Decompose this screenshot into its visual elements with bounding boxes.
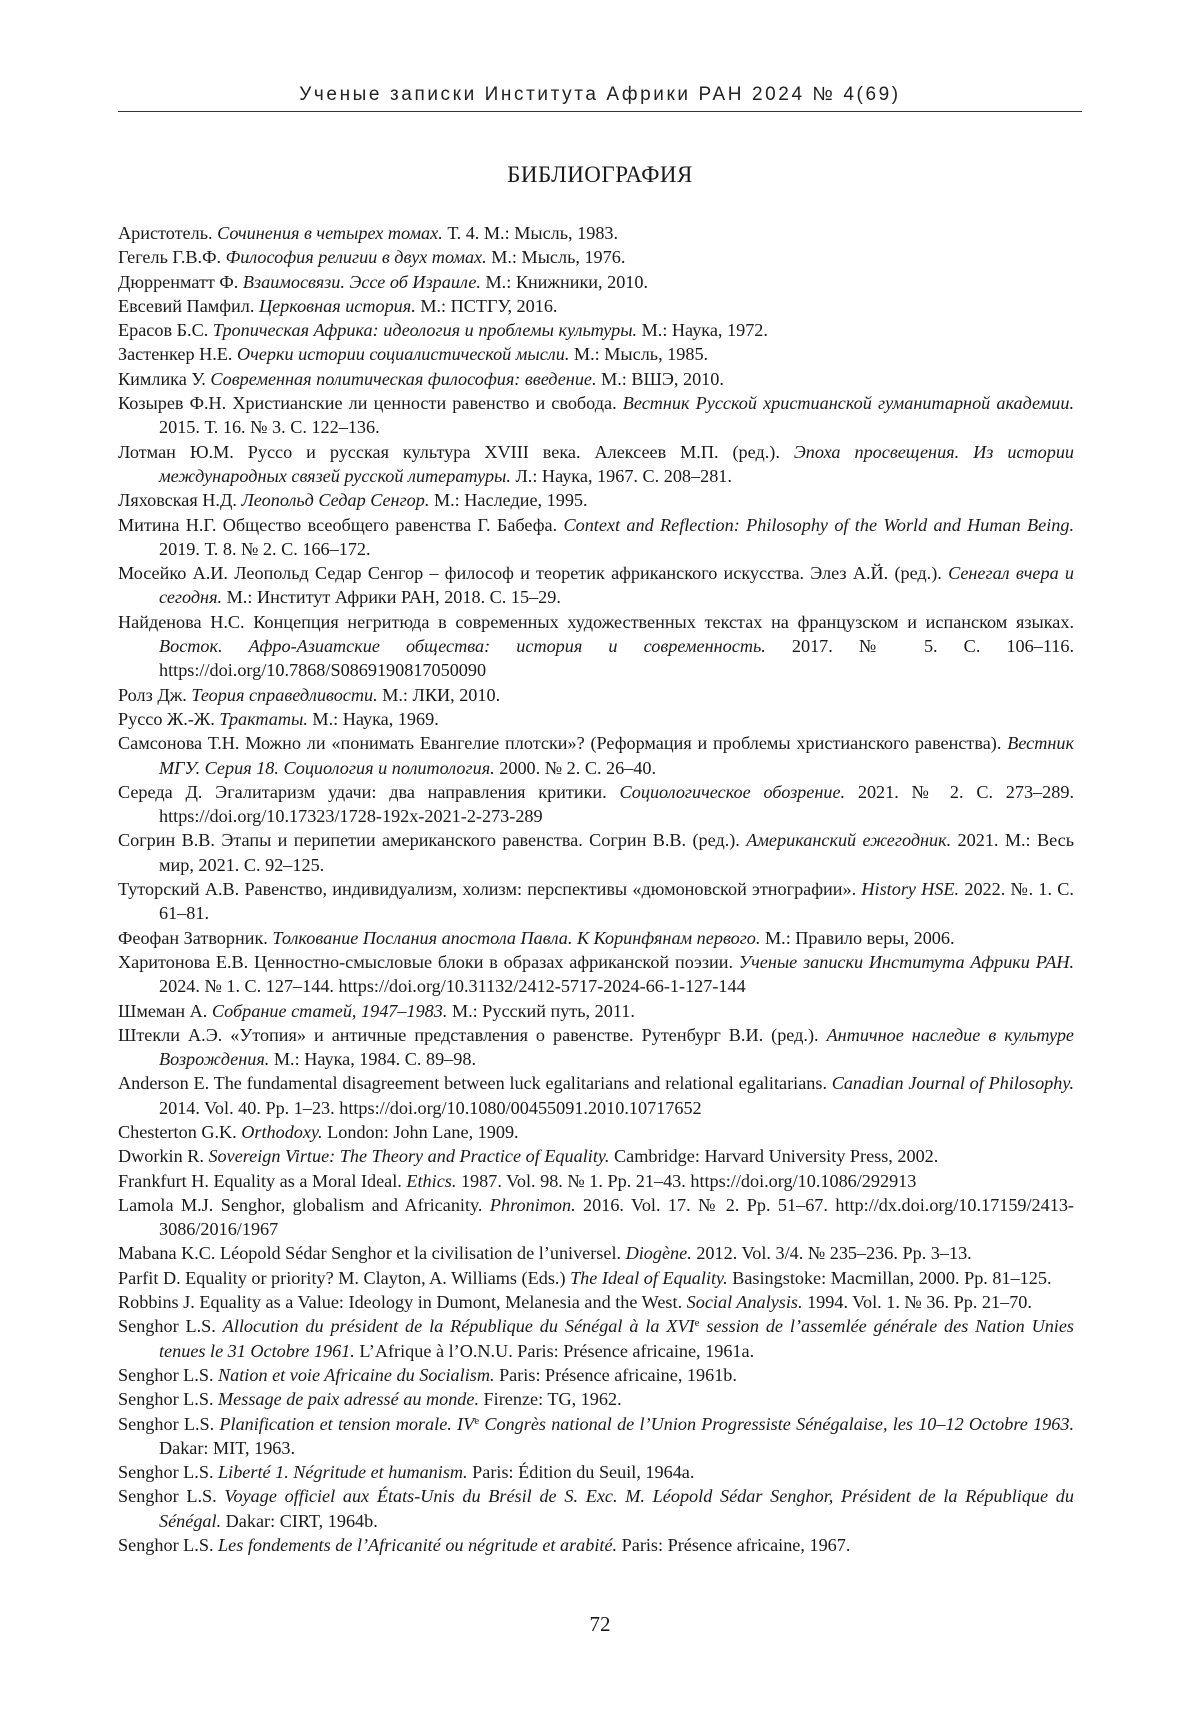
reference-title-italic: session de l’assemlée générale des Nation Unies tenues le 31 Octobre 1961. [159, 1316, 1074, 1361]
reference-text: М.: Наука, 1972. [637, 320, 768, 341]
reference-entry [118, 245, 1074, 269]
reference-title-italic: Вестник МГУ. Серия 18. Социология и политология. [159, 733, 1074, 778]
reference-text: Штекли А.Э. «Утопия» и античные представления о равенстве. Рутенбург В.И. (ред.). [118, 1024, 827, 1045]
reference-title-italic: Античное наследие в культуре Возрождения. [159, 1024, 1075, 1070]
reference-entry [118, 610, 1074, 683]
reference-text: Senghor L.S. [118, 1364, 219, 1385]
reference-title-italic: Тропическая Африка: идеология и проблемы культуры. [212, 320, 638, 341]
reference-title-italic: Allocution du président de la République du Sénégal à la XVI [222, 1316, 695, 1337]
reference-title-italic: Леопольд Седар Сенгор. [241, 490, 430, 511]
reference-entry [118, 1363, 1074, 1387]
reference-text: Dworkin R. [118, 1146, 209, 1167]
reference-text: Ляховская Н.Д. [118, 490, 242, 511]
reference-text: Застенкер Н.Е. [118, 344, 237, 365]
reference-text: 2016. Vol. 17. № 2. Pp. 51–67. http://dx.doi.org/10.17159/2413-3086/2016/1967 [159, 1194, 1074, 1240]
reference-text: М.: Наследие, 1995. [429, 490, 588, 511]
reference-entry [118, 488, 1074, 512]
reference-entry [118, 440, 1074, 489]
reference-entry [118, 999, 1074, 1023]
reference-text: Л.: Наука, 1967. С. 208–281. [510, 465, 732, 486]
reference-title-italic: Современная политическая философия: введение. [210, 368, 597, 389]
reference-text: Харитонова Е.В. Ценностно-смысловые блоки в образах африканской поэзии. [118, 951, 739, 972]
reference-entry [118, 1460, 1074, 1484]
reference-title-italic: Congrès national de l’Union Progressiste Sénégalaise, les 10–12 Octobre 1963. [479, 1413, 1074, 1434]
reference-text: Senghor L.S. [118, 1389, 219, 1410]
reference-text: Найденова Н.С. Концепция негритюда в современных художественных текстах на французском и испанском языках. [118, 611, 1074, 632]
reference-text: Руссо Ж.-Ж. [118, 708, 220, 729]
reference-text: L’Afrique à l’O.N.U. Paris: Présence africaine, 1961a. [354, 1340, 755, 1361]
reference-entry [118, 683, 1074, 707]
reference-text: 2017. № 5. С. 106–116. https://doi.org/10.7868/S0869190817050090 [159, 636, 1074, 681]
reference-entry [118, 877, 1074, 926]
reference-text: М.: Наука, 1984. С. 89–98. [269, 1049, 477, 1070]
reference-entry [118, 926, 1074, 950]
reference-text: М.: ПСТГУ, 2016. [415, 295, 558, 316]
reference-text: Paris: Présence africaine, 1961b. [494, 1364, 737, 1385]
reference-text: Туторский А.В. Равенство, индивидуализм, холизм: перспективы «дюмоновской этнографии». [118, 879, 862, 900]
reference-text: Митина Н.Г. Общество всеобщего равенства Г. Бабефа. [118, 514, 564, 535]
reference-text: М.: ЛКИ, 2010. [377, 684, 501, 705]
reference-entry [118, 318, 1074, 342]
reference-entry [118, 828, 1074, 877]
reference-text: Chesterton G.K. [118, 1121, 242, 1142]
reference-title-italic: Voyage officiel aux États-Unis du Brésil de S. Exc. M. Léopold Sédar Senghor, Président de la République du Sénégal. [159, 1486, 1074, 1531]
reference-title-italic: Вестник Русской христианской гуманитарной академии. [622, 393, 1074, 414]
reference-text: М.: Институт Африки РАН, 2018. С. 15–29. [222, 587, 561, 608]
reference-entry [118, 342, 1074, 366]
reference-entry [118, 1241, 1074, 1265]
reference-title-italic: Nation et voie Africaine du Socialism. [218, 1364, 495, 1385]
reference-text: Cambridge: Harvard University Press, 2002. [609, 1146, 939, 1167]
reference-text: Ролз Дж. [118, 684, 192, 705]
reference-entry [118, 1290, 1074, 1314]
reference-text: Т. 4. М.: Мысль, 1983. [442, 223, 619, 243]
reference-title-italic: Liberté 1. Négritude et humanism. [218, 1462, 468, 1483]
reference-text: Шмеман А. [118, 1000, 212, 1021]
reference-text: Самсонова Т.Н. Можно ли «понимать Евангелие плотски»? (Реформация и проблемы христианского равенства). [118, 733, 1008, 754]
reference-title-italic: Теория справедливости. [191, 684, 378, 705]
reference-title-italic: Собрание статей, 1947–1983. [211, 1000, 448, 1021]
section-title: БИБЛИОГРАФИЯ [507, 162, 693, 187]
reference-entry [118, 513, 1074, 562]
reference-title-italic: Ученые записки Института Африки РАН. [738, 951, 1075, 972]
reference-title-italic: Ethics. [406, 1170, 457, 1191]
reference-title-italic: Очерки истории социалистической мысли. [237, 344, 570, 365]
reference-text: 1994. Vol. 1. № 36. Pp. 21–70. [802, 1292, 1032, 1313]
reference-entry [118, 1412, 1074, 1461]
reference-entry [118, 1169, 1074, 1193]
reference-title-italic: Social Analysis. [686, 1292, 803, 1313]
reference-text: 2012. Vol. 3/4. № 235–236. Pp. 3–13. [691, 1243, 972, 1264]
reference-text: Евсевий Памфил. [118, 295, 259, 316]
reference-entry [118, 1266, 1074, 1290]
reference-text: 2022. №. 1. С. 61–81. [159, 879, 1074, 924]
reference-text: 2000. № 2. С. 26–40. [494, 757, 657, 778]
reference-entry [118, 1023, 1074, 1072]
reference-text: М.: Русский путь, 2011. [447, 1000, 635, 1021]
reference-title-italic: Сенегал вчера и сегодня. [159, 563, 1074, 608]
reference-title-italic: History HSE. [861, 879, 960, 900]
reference-text: М.: Правило веры, 2006. [760, 927, 955, 948]
reference-text: Firenze: TG, 1962. [479, 1389, 622, 1410]
reference-title-italic: Взаимосвязи. Эссе об Израиле. [242, 271, 481, 292]
reference-entry [118, 1314, 1074, 1363]
reference-entry [118, 221, 1074, 245]
reference-text: Robbins J. Equality as a Value: Ideology in Dumont, Melanesia and the West. [118, 1292, 687, 1313]
reference-text: М.: Книжники, 2010. [480, 271, 649, 292]
reference-text: 2014. Vol. 40. Pp. 1–23. https://doi.org/10.1080/00455091.2010.10717652 [159, 1097, 702, 1118]
reference-title-italic: Phronimon. [489, 1194, 576, 1215]
reference-text: Mabana K.C. Léopold Sédar Senghor et la civilisation de l’universel. [118, 1243, 626, 1264]
reference-text: Согрин В.В. Этапы и перипетии американского равенства. Согрин В.В. (ред.). [118, 830, 747, 851]
reference-entry [118, 780, 1074, 829]
reference-entry [118, 1387, 1074, 1411]
reference-text: Кимлика У. [118, 368, 211, 389]
running-head: Ученые записки Института Африки РАН 2024 № 4(69) [299, 84, 901, 105]
reference-list [118, 221, 1074, 1557]
reference-entry [118, 294, 1074, 318]
page-number: 72 [589, 1612, 611, 1636]
reference-title-italic: Толкование Послания апостола Павла. К Коринфянам первого. [272, 927, 761, 948]
reference-title-italic: Planification et tension morale. IV [219, 1413, 475, 1434]
reference-text: 2021. № 2. С. 273–289. https://doi.org/10.17323/1728-192x-2021-2-273-289 [159, 781, 1074, 827]
reference-text: М.: ВШЭ, 2010. [596, 368, 724, 389]
reference-text: Senghor L.S. [118, 1535, 219, 1556]
reference-text: Dakar: MIT, 1963. [159, 1437, 296, 1458]
reference-entry [118, 1071, 1074, 1120]
reference-title-italic: Церковная история. [258, 295, 416, 316]
reference-text: Basingstoke: Macmillan, 2000. Pp. 81–125. [727, 1267, 1052, 1288]
reference-text: Лотман Ю.М. Руссо и русская культура XVIII века. Алексеев М.П. (ред.). [118, 441, 794, 462]
reference-text: 2019. Т. 8. № 2. С. 166–172. [159, 538, 371, 559]
reference-title-italic: Эпоха просвещения. Из истории международных связей русской литературы. [159, 441, 1075, 486]
reference-entry [118, 1144, 1074, 1168]
reference-text: Середа Д. Эгалитаризм удачи: два направления критики. [118, 781, 620, 802]
reference-text: Аристотель. [118, 223, 218, 243]
reference-text: Anderson E. The fundamental disagreement between luck egalitarians and relational egalitarians. [118, 1073, 832, 1094]
reference-entry [118, 731, 1074, 780]
reference-text: Frankfurt H. Equality as a Moral Ideal. [118, 1170, 407, 1191]
reference-entry [118, 270, 1074, 294]
reference-text: Senghor L.S. [118, 1413, 220, 1434]
reference-text: 1987. Vol. 98. № 1. Pp. 21–43. https://doi.org/10.1086/292913 [456, 1170, 917, 1191]
reference-text: London: John Lane, 1909. [322, 1121, 519, 1142]
reference-title-italic: Canadian Journal of Philosophy. [831, 1073, 1074, 1094]
reference-text: Козырев Ф.Н. Христианские ли ценности равенство и свобода. [118, 393, 623, 414]
reference-title-italic: The Ideal of Equality. [570, 1267, 728, 1288]
reference-text: Lamola M.J. Senghor, globalism and Africanity. [118, 1194, 490, 1215]
reference-text: Dakar: CIRT, 1964b. [221, 1510, 378, 1531]
reference-entry [118, 950, 1074, 999]
reference-text: e [474, 1414, 480, 1427]
reference-text: Ерасов Б.С. [118, 320, 213, 341]
reference-title-italic: Context and Reflection: Philosophy of the World and Human Being. [563, 514, 1074, 535]
reference-text: 2021. М.: Весь мир, 2021. С. 92–125. [159, 830, 1074, 875]
reference-title-italic: Восток. Афро-Азиатские общества: история и современность. [159, 636, 766, 657]
reference-text: Мосейко А.И. Леопольд Седар Сенгор – философ и теоретик африканского искусства. Элез А.Й. (ред.). [118, 563, 949, 584]
reference-text: e [694, 1317, 700, 1330]
reference-title-italic: Трактаты. [219, 708, 308, 729]
reference-text: Дюрренматт Ф. [118, 271, 243, 292]
reference-title-italic: Социологическое обозрение. [619, 781, 846, 802]
reference-text: Paris: Édition du Seuil, 1964a. [467, 1462, 695, 1483]
reference-text: 2024. № 1. С. 127–144. https://doi.org/10.31132/2412-5717-2024-66-1-127-144 [159, 976, 746, 997]
reference-text: М.: Наука, 1969. [307, 708, 439, 729]
reference-entry [118, 561, 1074, 610]
reference-entry [118, 1484, 1074, 1533]
reference-entry [118, 1193, 1074, 1242]
header-rule [118, 111, 1082, 112]
reference-title-italic: Американский ежегодник. [746, 830, 952, 851]
reference-entry [118, 707, 1074, 731]
reference-entry [118, 1120, 1074, 1144]
reference-title-italic: Message de paix adressé au monde. [218, 1389, 479, 1410]
reference-text: М.: Мысль, 1976. [486, 247, 626, 268]
reference-title-italic: Философия религии в двух томах. [225, 247, 487, 268]
reference-text: Феофан Затворник. [118, 927, 273, 948]
reference-text: Senghor L.S. [118, 1486, 225, 1507]
reference-title-italic: Orthodoxy. [241, 1121, 323, 1142]
reference-entry [118, 367, 1074, 391]
reference-text: Parfit D. Equality or priority? M. Clayton, A. Williams (Eds.) [118, 1267, 571, 1288]
reference-text: М.: Мысль, 1985. [569, 344, 709, 365]
reference-entry [118, 391, 1074, 440]
reference-entry [118, 1533, 1074, 1557]
reference-text: Гегель Г.В.Ф. [118, 247, 226, 268]
reference-title-italic: Sovereign Virtue: The Theory and Practice of Equality. [208, 1146, 610, 1167]
reference-text: Senghor L.S. [118, 1462, 219, 1483]
reference-text: Senghor L.S. [118, 1316, 223, 1337]
reference-title-italic: Сочинения в четырех томах. [217, 223, 443, 243]
reference-text: Paris: Présence africaine, 1967. [617, 1535, 851, 1556]
reference-title-italic: Les fondements de l’Africanité ou négritude et arabité. [218, 1535, 618, 1556]
reference-text: 2015. Т. 16. № 3. С. 122–136. [159, 417, 380, 438]
reference-title-italic: Diogène. [625, 1243, 692, 1264]
